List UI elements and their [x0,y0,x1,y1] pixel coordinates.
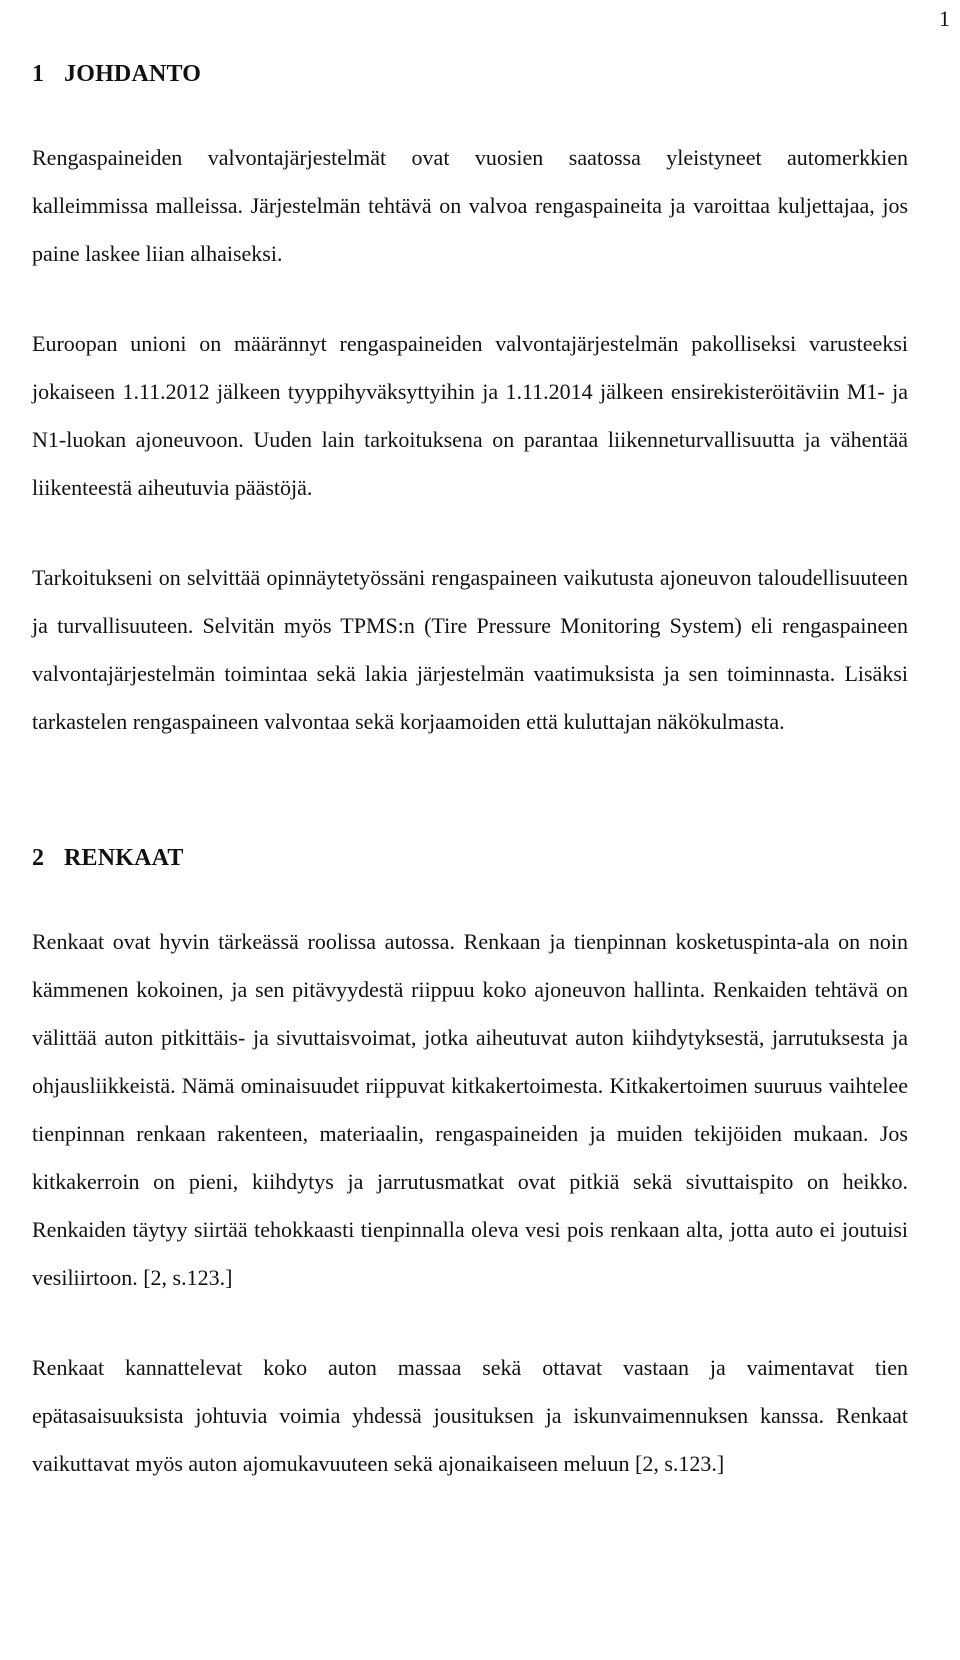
section-heading-renkaat [32,836,908,880]
paragraph: Tarkoitukseni on selvittää opinnäytetyössäni rengaspaineen vaikutusta ajoneuvon taloudellisuuteen ja turvallisuuteen. Selvitän myös TPMS:n (Tire Pressure Monitoring System) eli rengaspaineen valvontajärjestelmän toimintaa sekä lakia järjestelmän vaatimuksista ja sen toiminnasta. Lisäksi tarkastelen rengaspaineen valvontaa sekä korjaamoiden että kuluttajan näkökulmasta. [32,565,908,734]
paragraph: Renkaat ovat hyvin tärkeässä roolissa autossa. Renkaan ja tienpinnan kosketuspinta-ala on noin kämmenen kokoinen, ja sen pitävyydestä riippuu koko ajoneuvon hallinta. Renkaiden tehtävä on välittää auton pitkittäis- ja sivuttaisvoimat, jotka aiheutuvat auton kiihdytyksestä, jarrutuksesta ja ohjausliikkeistä. Nämä ominaisuudet riippuvat kitkakertoimesta. Kitkakertoimen suuruus vaihtelee tienpinnan renkaan rakenteen, materiaalin, rengaspaineiden ja muiden tekijöiden mukaan. Jos kitkakerroin on pieni, kiihdytys ja jarrutusmatkat ovat pitkiä sekä sivuttaispito on heikko. Renkaiden täytyy siirtää tehokkaasti tienpinnalla oleva vesi pois renkaan alta, jotta auto ei joutuisi vesiliirtoon. [2, s.123.] [32,929,908,1290]
paragraph: Euroopan unioni on määrännyt rengaspaineiden valvontajärjestelmän pakolliseksi varusteeksi jokaiseen 1.11.2012 jälkeen tyyppihyväksyttyihin ja 1.11.2014 jälkeen ensirekisteröitäviin M1- ja N1-luokan ajoneuvoon. Uuden lain tarkoituksena on parantaa liikenneturvallisuutta ja vähentää liikenteestä aiheutuvia päästöjä. [32,331,908,500]
section-number: 1 [32,61,45,87]
page-number: 1 [939,6,950,31]
section-heading-johdanto [32,52,908,96]
paragraph: Rengaspaineiden valvontajärjestelmät ovat vuosien saatossa yleistyneet automerkkien kalleimmissa malleissa. Järjestelmän tehtävä on valvoa rengaspaineita ja varoittaa kuljettajaa, jos paine laskee liian alhaiseksi. [32,145,908,266]
paragraph: Renkaat kannattelevat koko auton massaa sekä ottavat vastaan ja vaimentavat tien epätasaisuuksista johtuvia voimia yhdessä jousituksen ja iskunvaimennuksen kanssa. Renkaat vaikuttavat myös auton ajomukavuuteen sekä ajonaikaiseen meluun [2, s.123.] [32,1355,908,1476]
section-number: 2 [32,845,45,871]
section-title: JOHDANTO [64,61,202,87]
section-title: RENKAAT [64,845,184,871]
document-body [32,52,908,1488]
